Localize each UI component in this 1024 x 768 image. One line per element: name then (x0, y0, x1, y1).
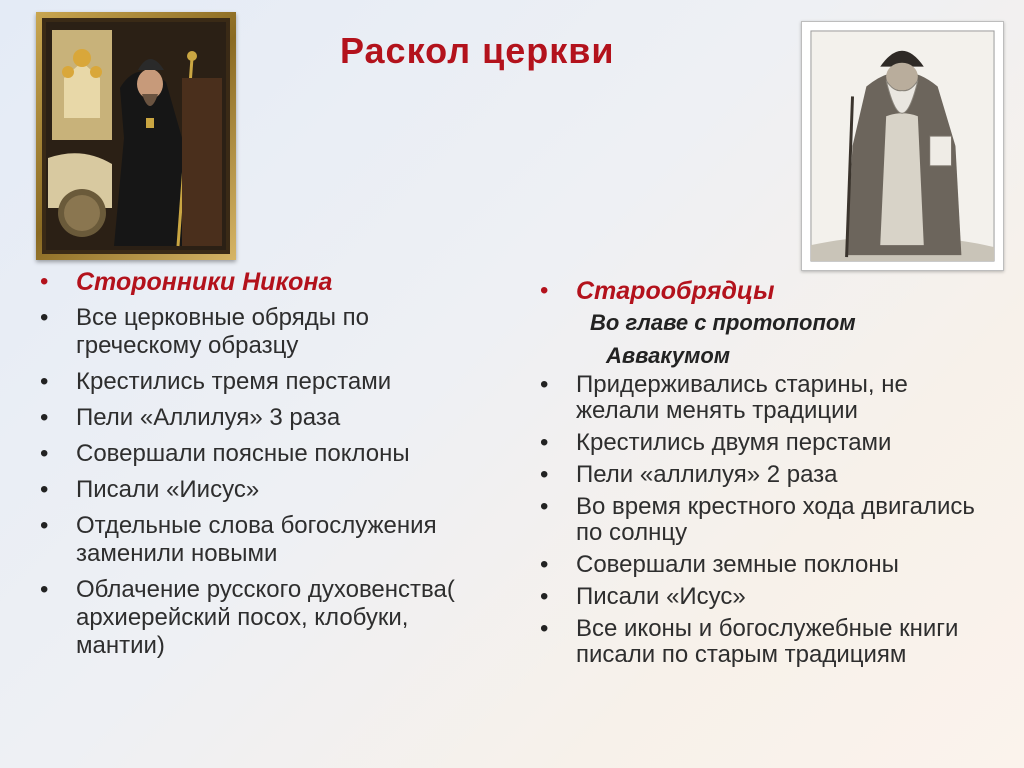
list-item: • Писали «Исус» (540, 583, 746, 610)
list-item: • Отдельные слова богослужения заменили новыми (40, 512, 437, 567)
list-item: • Облачение русского духовенства( архиерейский посох, клобуки, мантии) (40, 576, 455, 659)
list-item: • Совершали поясные поклоны (40, 440, 410, 467)
old-believer-portrait-icon (801, 21, 1004, 271)
list-item: • Все иконы и богослужебные книги писали по старым традициям (540, 615, 959, 668)
list-heading-nikon: • Сторонники Никона (40, 268, 333, 296)
list-item: • Писали «Иисус» (40, 476, 260, 503)
list-item: • Придерживались старины, не желали менять традиции (540, 371, 908, 424)
list-item: • Пели «аллилуя» 2 раза (540, 461, 838, 488)
list-item: • Крестились двумя перстами (540, 429, 892, 456)
list-item: • Пели «Аллилуя» 3 раза (40, 404, 341, 431)
list-item: • Совершали земные поклоны (540, 551, 899, 578)
list-heading-old-believers: • Старообрядцы (540, 277, 775, 305)
page-title: Раскол церкви (340, 30, 615, 71)
right-list (536, 278, 976, 674)
leader-line-1: Во главе с протопопом (590, 310, 856, 335)
list-item: • Во время крестного хода двигались по солнцу (540, 493, 975, 546)
left-list (36, 268, 476, 668)
patriarch-portrait-icon (36, 12, 236, 260)
list-item: • Все церковные обряды по греческому образцу (40, 304, 370, 359)
list-item: • Крестились тремя перстами (40, 368, 392, 395)
leader-line-2: Аввакумом (606, 343, 731, 368)
